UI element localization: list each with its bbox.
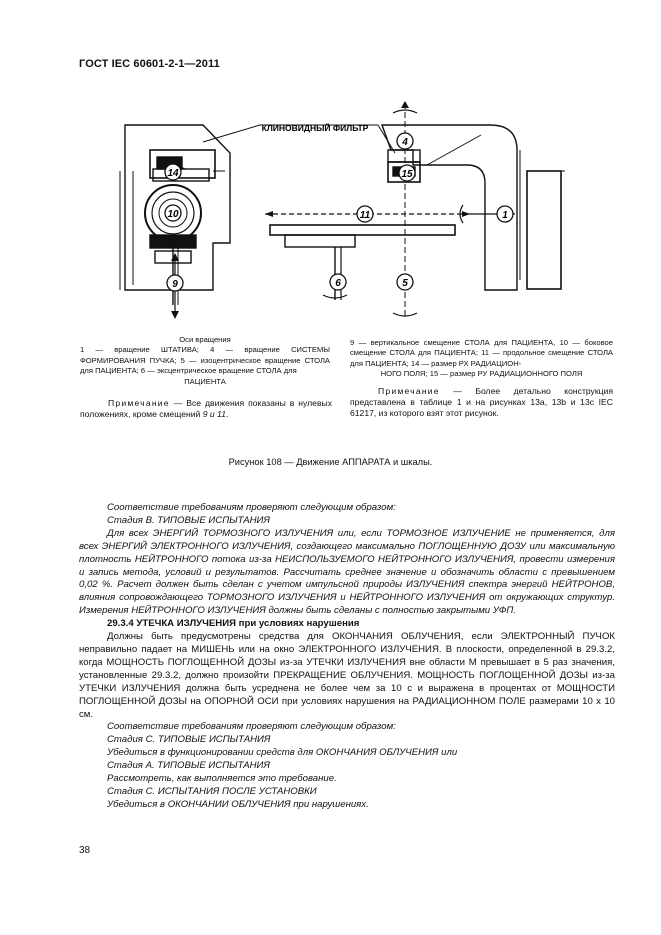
figure-legend-left	[80, 335, 330, 387]
document-header: ГОСТ IEC 60601-2-1—2011	[79, 58, 220, 70]
stand-box	[527, 171, 561, 289]
compliance-line-2: Соответствие требованиям проверяют следующим образом:	[107, 721, 396, 733]
page-number: 38	[79, 845, 91, 856]
section-heading: 29.3.4 УТЕЧКА ИЗЛУЧЕНИЯ при условиях нарушения	[107, 618, 360, 630]
stage-b-line: Стадия В. ТИПОВЫЕ ИСПЫТАНИЯ	[107, 514, 270, 526]
marker-11: 11	[359, 210, 371, 221]
body-text	[79, 502, 615, 812]
marker-15: 15	[401, 169, 413, 180]
note-left: Примечание — Все движения показаны в нулевых положениях, кроме смещений 9 и 11.	[80, 398, 332, 419]
wedge-filter-label: КЛИНОВИДНЫЙ ФИЛЬТР	[261, 123, 369, 133]
legend-right-last: НОГО ПОЛЯ; 15 — размер РУ РАДИАЦИОННОГО ПОЛЯ	[380, 369, 583, 379]
figure-caption: Рисунок 108 — Движение АППАРАТА и шкалы.	[228, 457, 433, 467]
note-right-text: — Более детально конструкция представлена в таблице 1 и на рисунках 13а, 13b и 13с IEC 61217, из которого взят этот рисунок.	[350, 386, 613, 418]
patient-table	[270, 225, 455, 235]
paragraph-leakage: Должны быть предусмотрены средства для ОКОНЧАНИЯ ОБЛУЧЕНИЯ, если ЭЛЕКТРОННЫЙ ПУЧОК неправильно падает на МИШЕНЬ или на окно ЭЛЕКТРОННОГО ИЗЛУЧЕНИЯ. В плоскости, определенной в 29.3.2, когда МОЩНОСТЬ ПОГЛОЩЕННОЙ ДОЗЫ из-за УТЕЧКИ ИЗЛУЧЕНИЯ вне области М превышает в 5 раз значения, установленные 29.3.2, должно произойти ПРЕКРАЩЕНИЕ ОБЛУЧЕНИЯ. МОЩНОСТЬ ПОГЛОЩЕННОЙ ДОЗЫ из-за УТЕЧКИ ИЗЛУЧЕНИЯ должна быть усреднена не более чем за 10 с и выражена в процентах от МОЩНОСТИ ПОГЛОЩЕННОЙ ДОЗЫ на ОПОРНОЙ ОСИ при условиях нарушения на РАДИАЦИОННОМ ПОЛЕ размерами 10 х 10 см.	[79, 631, 615, 720]
marker-9: 9	[172, 279, 178, 290]
marker-14: 14	[167, 168, 179, 179]
apparatus-movement-figure	[95, 95, 605, 323]
legend-right-text: 9 — вертикальное смещение СТОЛА для ПАЦИЕНТА, 10 — боковое смещение СТОЛА для ПАЦИЕНТА; 11 — продольное смещение СТОЛА для ПАЦИЕНТА; 14 — размер РХ РАДИАЦИОН-	[350, 338, 613, 368]
note-left-label: Примечание	[108, 398, 170, 408]
stage-c-line: Стадия С. ТИПОВЫЕ ИСПЫТАНИЯ	[107, 734, 271, 746]
note-left-text: — Все движения показаны в нулевых положениях, кроме смещений	[80, 398, 332, 419]
marker-1: 1	[502, 210, 508, 221]
marker-6: 6	[335, 278, 341, 289]
note-left-italic: 9 и 11	[202, 409, 226, 419]
stage-c-install-line: Стадия С. ИСПЫТАНИЯ ПОСЛЕ УСТАНОВКИ	[107, 785, 317, 797]
verify-termination-line: Убедиться в ОКОНЧАНИИ ОБЛУЧЕНИЯ при нарушениях.	[107, 798, 369, 810]
axes-title: Оси вращения	[179, 335, 231, 344]
stage-a-line: Стадия А. ТИПОВЫЕ ИСПЫТАНИЯ	[107, 760, 270, 772]
compliance-line-1: Соответствие требованиям проверяют следующим образом:	[107, 502, 396, 513]
note-right	[350, 386, 613, 419]
axes-legend-text: 1 — вращение ШТАТИВА; 4 — вращение СИСТЕМЫ ФОРМИРОВАНИЯ ПУЧКА; 5 — изоцентрическое вращение СТОЛА для ПАЦИЕНТА; 6 — эксцентрическое вращение СТОЛА для	[80, 345, 330, 376]
marker-10: 10	[167, 209, 179, 220]
marker-4: 4	[402, 137, 408, 148]
paragraph-neutron: Для всех ЭНЕРГИЙ ТОРМОЗНОГО ИЗЛУЧЕНИЯ или, если ТОРМОЗНОЕ ИЗЛУЧЕНИЕ не применяется, для всех ЭНЕРГИЙ ЭЛЕКТРОННОГО ИЗЛУЧЕНИЯ, создающего максимально ПОГЛОЩЕННУЮ ДОЗУ или максимальную плотность НЕЙТРОННОГО потока из-за НЕИСПОЛЬЗУЕМОГО НЕЙТРОННОГО ИЗЛУЧЕНИЯ, провести измерения и запись метода, условий и результатов. Рассчитать среднее значение и обозначить области с превышением 0,02 %. Расчет должен быть сделан с учетом импульсной природы ИЗЛУЧЕНИЯ спектра энергий НЕЙТРОНОВ, влияния сопровождающего ТОРМОЗНОГО ИЗЛУЧЕНИЯ и НЕЙТРОННОГО ИЗЛУЧЕНИЯ от окружающих структур. Измерения НЕЙТРОННОГО ИЗЛУЧЕНИЯ должны быть сделаны с полностью закрытыми УФП.	[79, 527, 615, 617]
figure-legend-right	[350, 338, 613, 380]
review-line: Рассмотреть, как выполняется это требование.	[107, 773, 337, 785]
verify-line: Убедиться в функционировании средств для ОКОНЧАНИЯ ОБЛУЧЕНИЯ или	[107, 747, 458, 759]
axes-legend-last: ПАЦИЕНТА	[184, 376, 226, 386]
note-right-label: Примечание	[378, 386, 440, 396]
marker-5: 5	[402, 278, 408, 289]
